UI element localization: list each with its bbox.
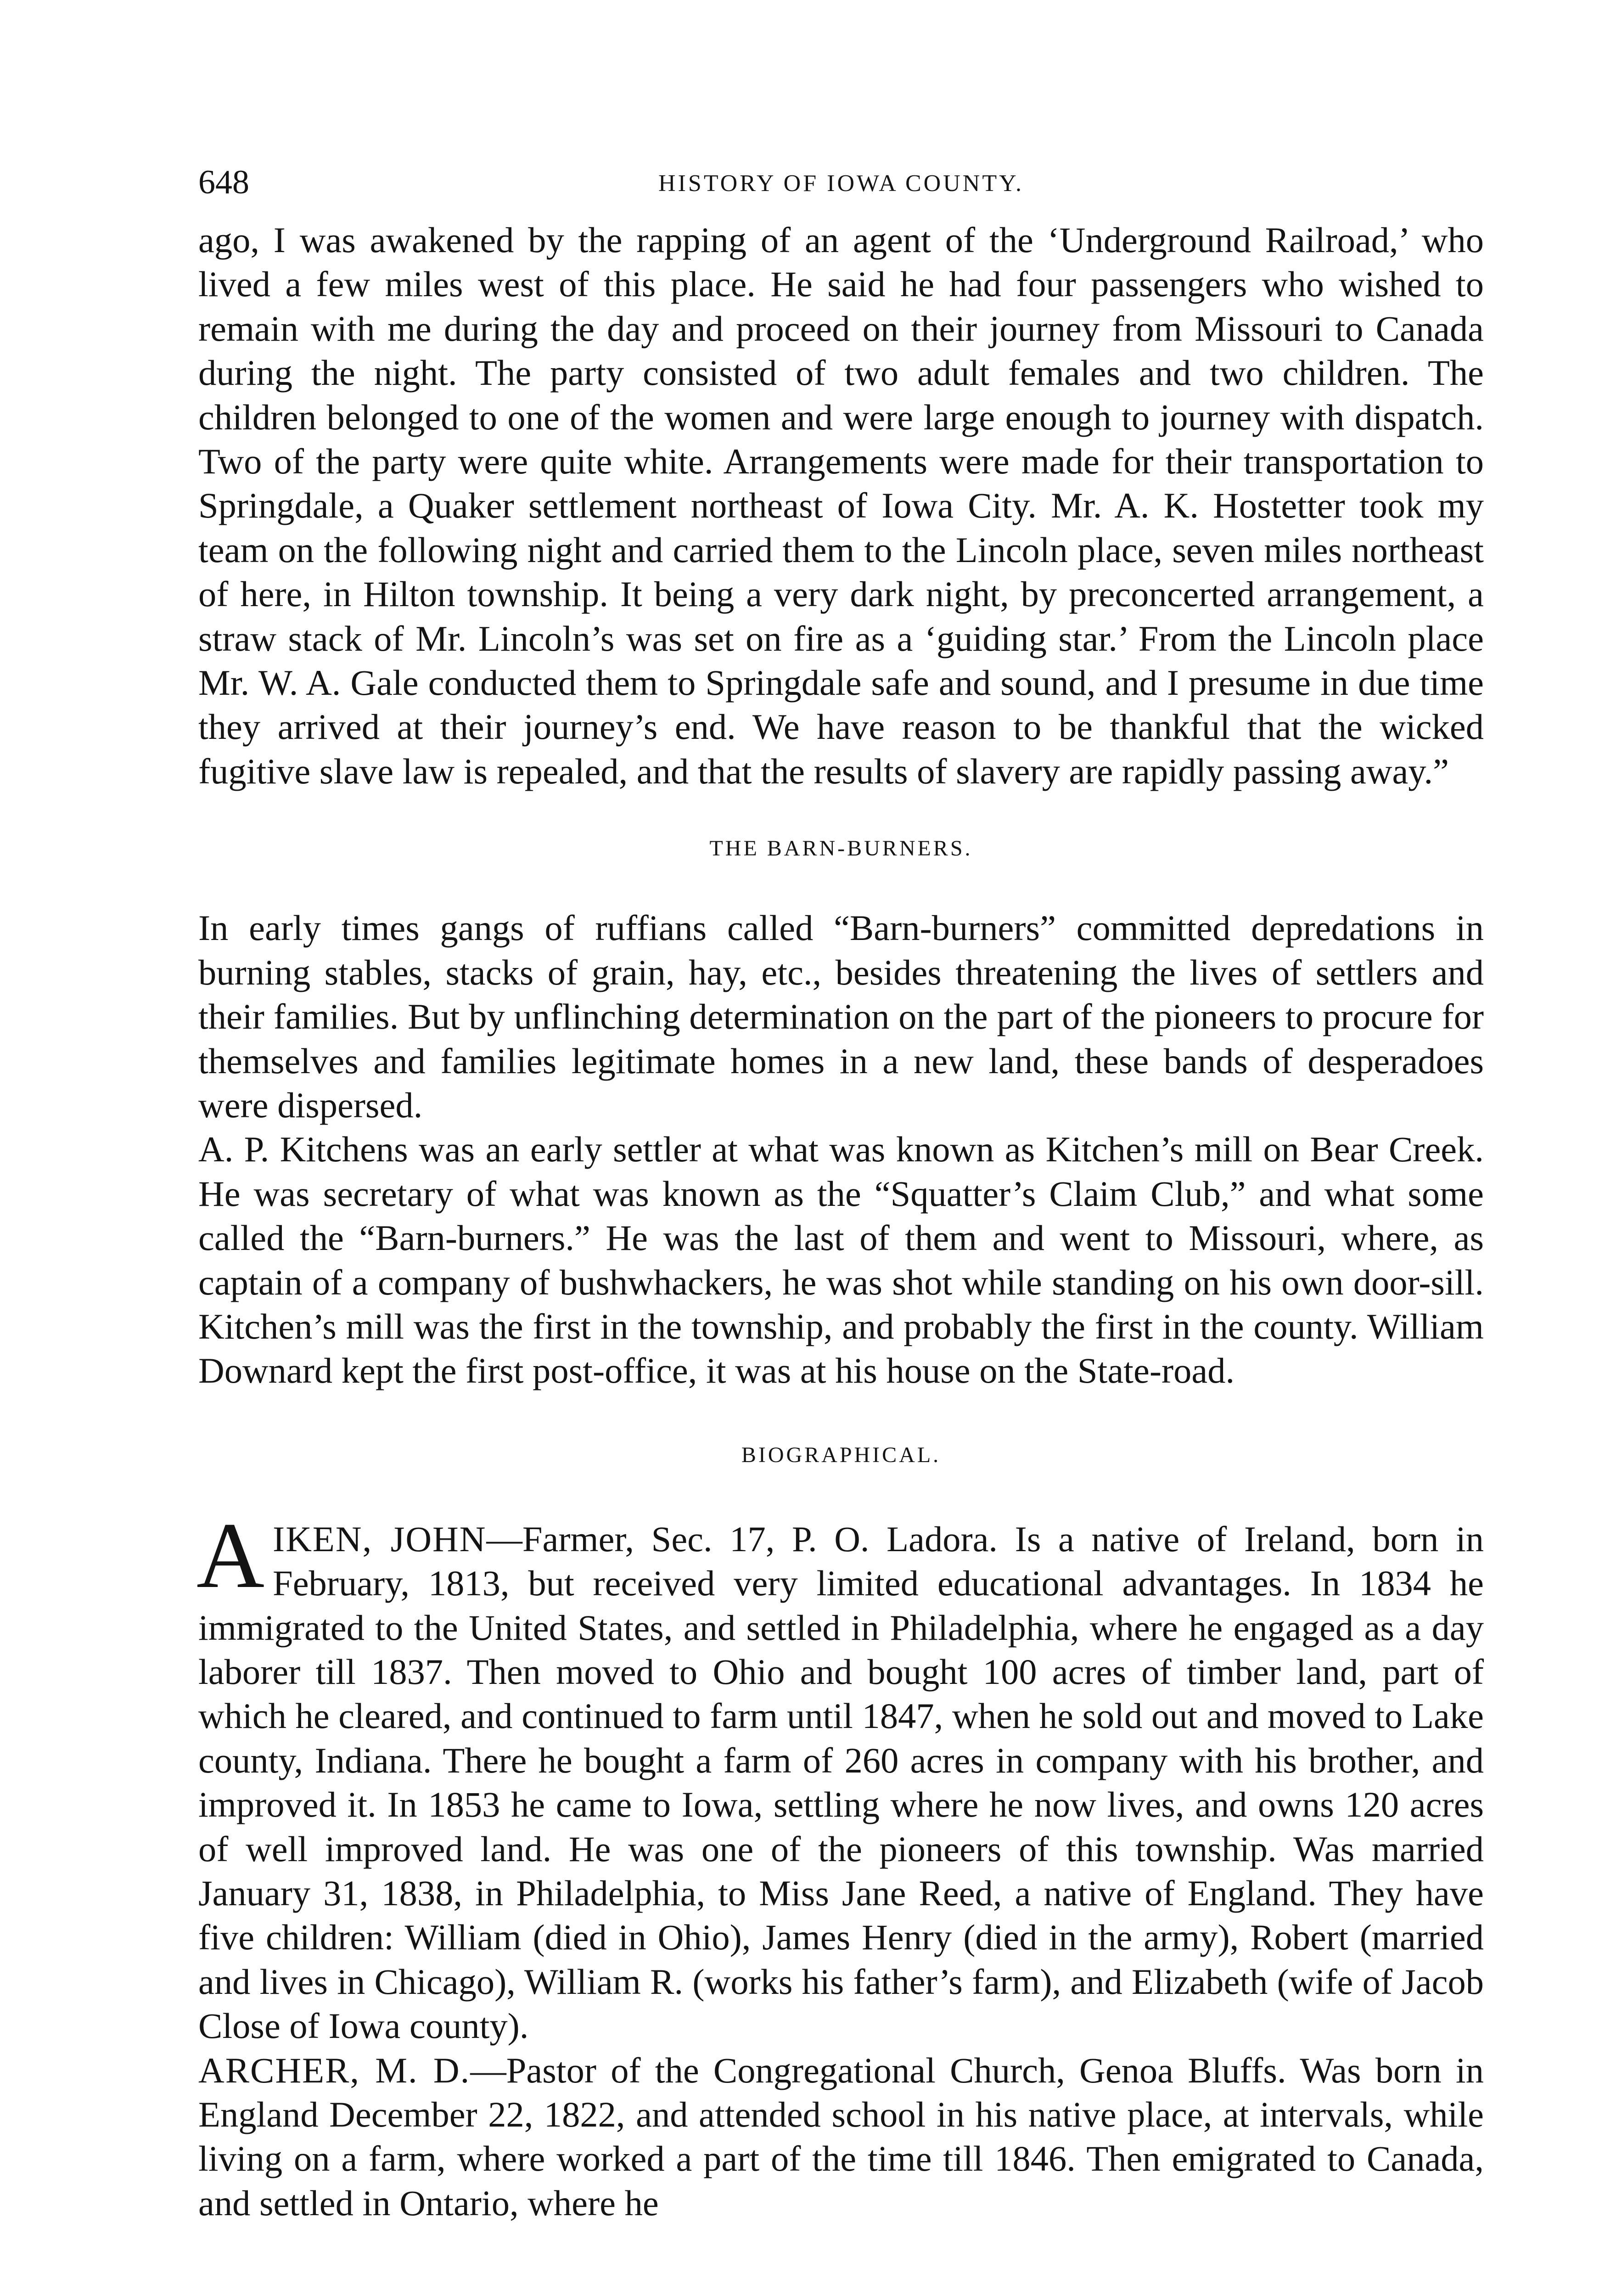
bio-name-aiken: IKEN, JOHN xyxy=(273,1519,487,1559)
paragraph-barn-burners-1: In early times gangs of ruffians called “Barn-burners” committed depredations in burning stables, stacks of grain, hay, etc., besides threatening the lives of settlers and their families. But by unflinching determination on the part of the pioneers to procure for themselves and families legitimate homes in a new land, these bands of desperadoes were dispersed. xyxy=(198,908,1484,1125)
running-title: HISTORY OF IOWA COUNTY. xyxy=(658,170,1024,197)
bio-text-aiken: —Farmer, Sec. 17, P. O. Ladora. Is a native of Ireland, born in February, 1813, but received very limited educational advantages. In 1834 he immigrated to the United States, and settled in Philadelphia, where he engaged as a day laborer till 1837. Then moved to Ohio and bought 100 acres of timber land, part of which he cleared, and continued to farm until 1847, when he sold out and moved to Lake county, Indiana. There he bought a farm of 260 acres in company with his brother, and improved it. In 1853 he came to Iowa, settling where he now lives, and owns 120 acres of well improved land. He was one of the pioneers of this township. Was married January 31, 1838, in Philadelphia, to Miss Jane Reed, a native of England. They have five children: William (died in Ohio), James Henry (died in the army), Robert (married and lives in Chicago), William R. (works his father’s farm), and Elizabeth (wife of Jacob Close of Iowa county). xyxy=(198,1519,1484,2046)
bio-text-archer: —Pastor of the Congregational Church, Genoa Bluffs. Was born in England December 22, 1822, and attended school in his native place, at intervals, while living on a farm, where worked a part of the time till 1846. Then emigrated to Canada, and settled in Ontario, where he xyxy=(198,2050,1484,2223)
bio-entry-aiken xyxy=(196,1503,1484,2048)
bio-entry-archer xyxy=(198,2048,1484,2226)
section-heading-biographical: BIOGRAPHICAL. xyxy=(741,1442,941,1467)
paragraph-continued: ago, I was awakened by the rapping of an agent of the ‘Underground Railroad,’ who lived a few miles west of this place. He said he had four passengers who wished to remain with me during the day and proceed on their journey from Missouri to Canada during the night. The party consisted of two adult females and two children. The children belonged to one of the women and were large enough to journey with dispatch. Two of the party were quite white. Arrangements were made for their transportation to Springdale, a Quaker settlement northeast of Iowa City. Mr. A. K. Hostetter took my team on the following night and carried them to the Lincoln place, seven miles northeast of here, in Hilton township. It being a very dark night, by preconcerted arrangement, a straw stack of Mr. Lincoln’s was set on fire as a ‘guiding star.’ From the Lincoln place Mr. W. A. Gale conducted them to Springdale safe and sound, and I presume in due time they arrived at their journey’s end. We have reason to be thankful that the wicked fugitive slave law is repealed, and that the results of slavery are rapidly passing away.” xyxy=(198,220,1484,791)
bio-name-archer: ARCHER, M. D. xyxy=(198,2050,471,2090)
section-heading-barn-burners: THE BARN-BURNERS. xyxy=(709,836,973,861)
page-number: 648 xyxy=(198,163,249,201)
running-head xyxy=(198,162,1484,203)
drop-cap: A xyxy=(196,1503,265,1608)
body-text xyxy=(198,218,1484,2225)
paragraph-barn-burners-2: A. P. Kitchens was an early settler at what was known as Kitchen’s mill on Bear Creek. He was secretary of what was known as the “Squatter’s Claim Club,” and what some called the “Barn-burners.” He was the last of them and went to Missouri, where, as captain of a company of bushwhackers, he was shot while standing on his own door-sill. Kitchen’s mill was the first in the township, and probably the first in the county. William Downard kept the first post-office, it was at his house on the State-road. xyxy=(198,1129,1484,1391)
